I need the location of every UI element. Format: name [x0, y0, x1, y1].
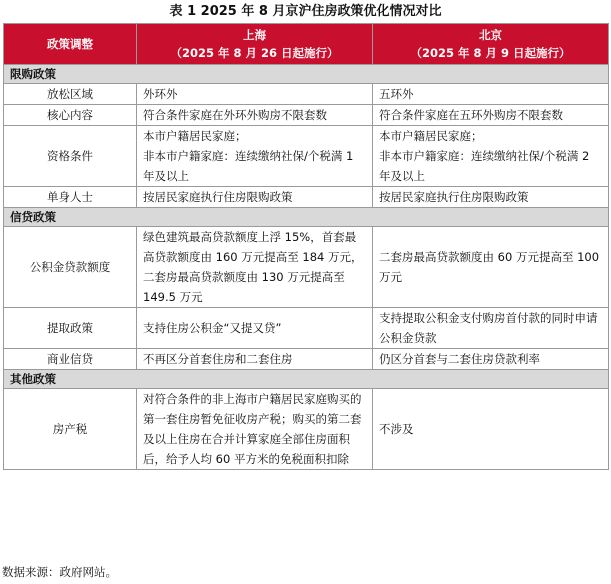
header-shanghai-date: （2025 年 8 月 26 日起施行） — [170, 46, 339, 60]
header-shanghai-name: 上海 — [243, 28, 266, 42]
row-label: 核心内容 — [4, 105, 137, 126]
header-beijing-date: （2025 年 8 月 9 日起施行） — [410, 46, 571, 60]
row-label: 资格条件 — [4, 126, 137, 187]
shanghai-cell: 绿色建筑最高贷款额度上浮 15%，首套最高贷款额度由 160 万元提高至 184 万元，二套房最高贷款额度由 130 万元提高至 149.5 万元 — [137, 227, 373, 308]
header-shanghai — [137, 24, 373, 65]
shanghai-cell: 支持住房公积金“又提又贷” — [137, 308, 373, 349]
row-label: 放松区域 — [4, 84, 137, 105]
table-title: 表 1 2025 年 8 月京沪住房政策优化情况对比 — [169, 4, 442, 19]
beijing-cell: 符合条件家庭在五环外购房不限套数 — [373, 105, 609, 126]
beijing-cell: 不涉及 — [373, 389, 609, 470]
header-beijing-name: 北京 — [479, 28, 502, 42]
row-label: 房产税 — [4, 389, 137, 470]
header-beijing — [373, 24, 609, 65]
beijing-cell: 五环外 — [373, 84, 609, 105]
header-policy: 政策调整 — [4, 24, 137, 65]
table-row — [4, 84, 609, 105]
shanghai-cell: 对符合条件的非上海市户籍居民家庭购买的第一套住房暂免征收房产税；购买的第二套及以上住房在合并计算家庭全部住房面积后，给予人均 60 平方米的免税面积扣除 — [137, 389, 373, 470]
section-title: 其他政策 — [4, 370, 609, 389]
shanghai-cell: 按居民家庭执行住房限购政策 — [137, 187, 373, 208]
row-label: 商业信贷 — [4, 349, 137, 370]
row-label: 单身人士 — [4, 187, 137, 208]
beijing-cell: 仍区分首套与二套住房贷款利率 — [373, 349, 609, 370]
data-source-note: 数据来源：政府网站。 — [2, 565, 117, 579]
table-row — [4, 349, 609, 370]
shanghai-cell: 符合条件家庭在外环外购房不限套数 — [137, 105, 373, 126]
shanghai-cell: 不再区分首套住房和二套住房 — [137, 349, 373, 370]
row-label: 提取政策 — [4, 308, 137, 349]
beijing-cell: 二套房最高贷款额度由 60 万元提高至 100 万元 — [373, 227, 609, 308]
shanghai-cell: 外环外 — [137, 84, 373, 105]
section-row — [4, 65, 609, 84]
policy-comparison-table — [3, 23, 609, 470]
table-row — [4, 105, 609, 126]
table-row — [4, 187, 609, 208]
header-row — [4, 24, 609, 65]
row-label: 公积金贷款额度 — [4, 227, 137, 308]
table-row — [4, 389, 609, 470]
beijing-cell: 支持提取公积金支付购房首付款的同时申请公积金贷款 — [373, 308, 609, 349]
table-row — [4, 126, 609, 187]
table-row — [4, 227, 609, 308]
section-row — [4, 208, 609, 227]
beijing-cell: 按居民家庭执行住房限购政策 — [373, 187, 609, 208]
section-title: 限购政策 — [4, 65, 609, 84]
section-row — [4, 370, 609, 389]
beijing-cell: 本市户籍居民家庭； 非本市户籍家庭：连续缴纳社保/个税满 2 年及以上 — [373, 126, 609, 187]
table-row — [4, 308, 609, 349]
shanghai-cell: 本市户籍居民家庭； 非本市户籍家庭：连续缴纳社保/个税满 1 年及以上 — [137, 126, 373, 187]
section-title: 信贷政策 — [4, 208, 609, 227]
